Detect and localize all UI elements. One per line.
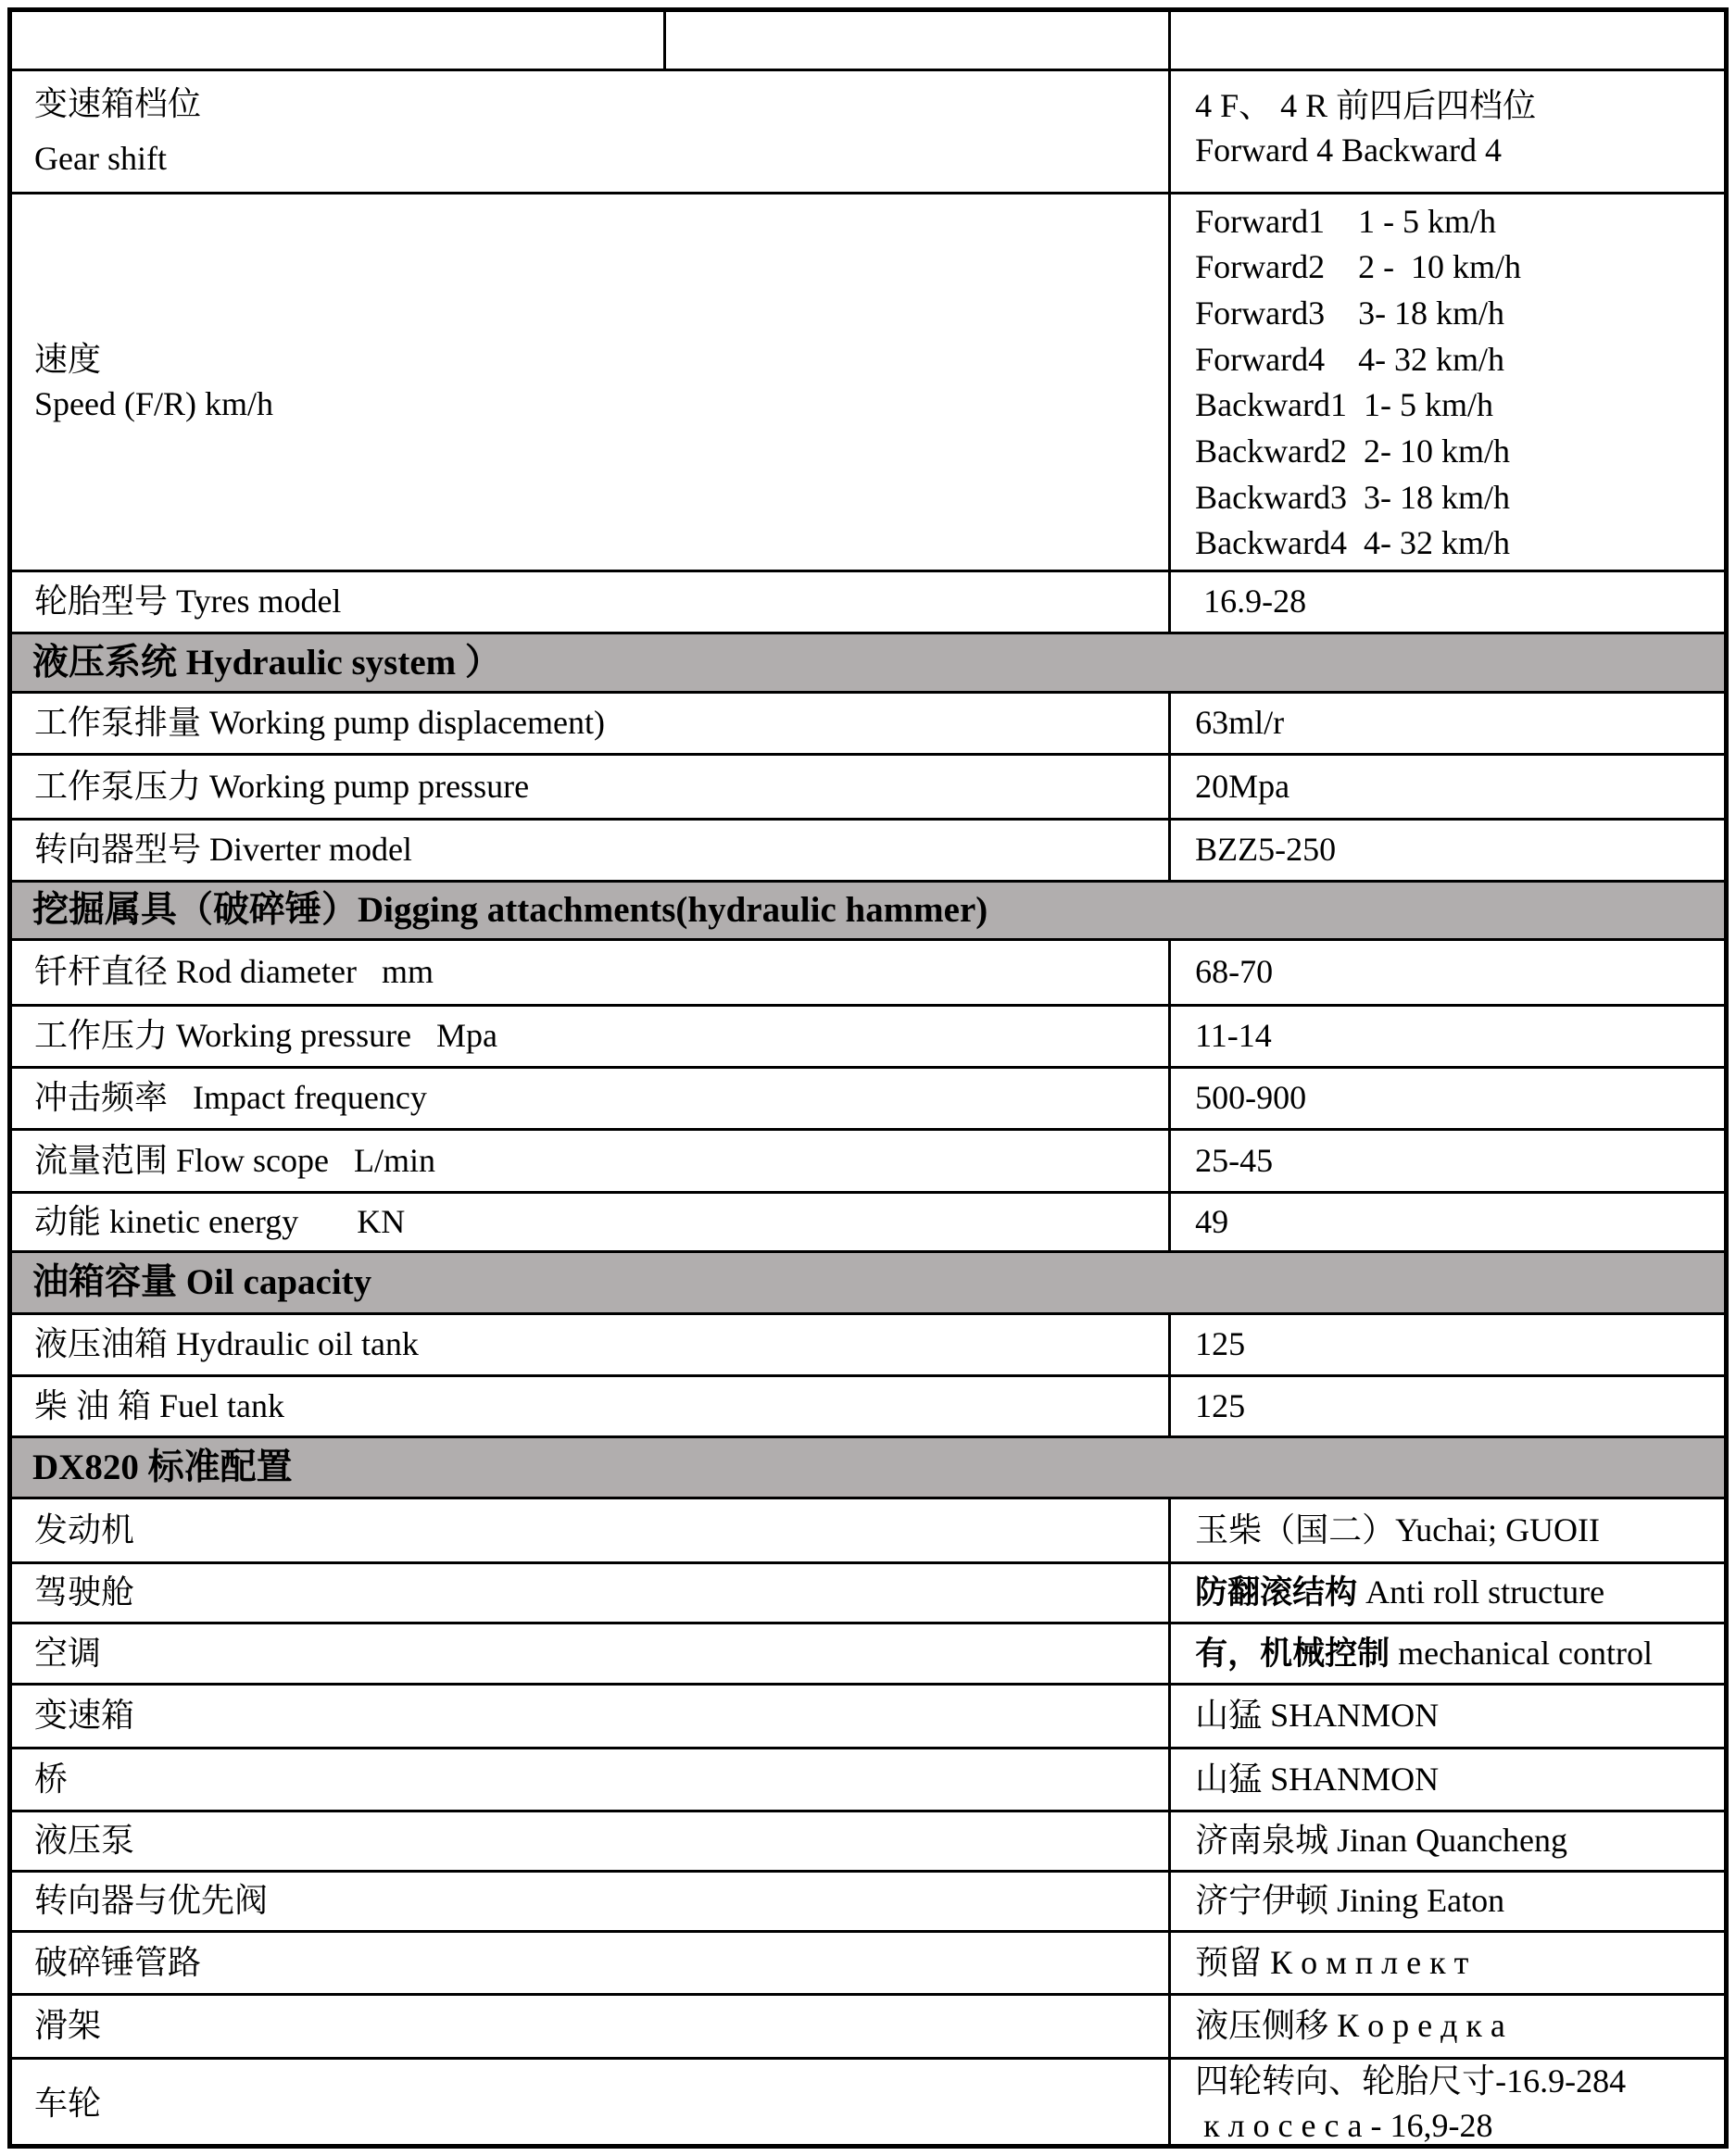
label-hammer-piping-text: 破碎锤管路	[34, 1943, 202, 1981]
value-working-pressure	[1171, 1007, 1724, 1066]
label-working-pressure	[12, 1007, 1171, 1066]
section-oil-capacity	[12, 1253, 1724, 1315]
label-speed-en: Speed (F/R) km/h	[34, 384, 273, 422]
value-fuel-tank	[1171, 1377, 1724, 1435]
row-cabin	[12, 1564, 1724, 1624]
value-cabin-rest: Anti roll structure	[1357, 1573, 1605, 1611]
label-kinetic-energy	[12, 1194, 1171, 1250]
section-digging-attachments-title: 挖掘属具（破碎锤）Digging attachments(hydraulic hammer)	[32, 890, 988, 931]
row-wheels	[12, 2060, 1724, 2149]
label-axle-text: 桥	[34, 1760, 69, 1798]
value-working-pump-displacement	[1171, 694, 1724, 753]
value-diverter-priority-valve	[1171, 1873, 1724, 1930]
value-wheels-line2: к л о с е с а - 16,9-28	[1195, 2107, 1493, 2144]
row-fuel-tank	[12, 1377, 1724, 1438]
row-kinetic-energy	[12, 1194, 1724, 1253]
label-axle	[12, 1749, 1171, 1810]
empty-cell-2	[666, 12, 1171, 69]
row-tyres-model	[12, 572, 1724, 634]
value-hydraulic-pump-text: 济南泉城 Jinan Quancheng	[1195, 1822, 1568, 1860]
row-rod-diameter	[12, 941, 1724, 1007]
value-hydraulic-oil-tank-text: 125	[1195, 1325, 1246, 1363]
value-working-pump-pressure	[1171, 756, 1724, 818]
value-diverter-model-text: BZZ5-250	[1195, 831, 1337, 869]
value-hydraulic-pump	[1171, 1812, 1724, 1870]
speed-line-backward2: Backward2 2- 10 km/h	[1195, 432, 1511, 470]
value-kinetic-energy	[1171, 1194, 1724, 1250]
value-fuel-tank-text: 125	[1195, 1386, 1246, 1424]
label-cabin	[12, 1564, 1171, 1622]
value-impact-frequency-text: 500-900	[1195, 1079, 1307, 1117]
value-flow-scope	[1171, 1131, 1724, 1191]
value-rod-diameter	[1171, 941, 1724, 1004]
section-hydraulic-system	[12, 634, 1724, 694]
label-wheels	[12, 2060, 1171, 2149]
section-dx820-standard-config-title: DX820 标准配置	[32, 1447, 293, 1487]
label-kinetic-energy-text: 动能 kinetic energy KN	[34, 1202, 406, 1240]
label-tyres-model	[12, 572, 1171, 632]
speed-line-backward1: Backward1 1- 5 km/h	[1195, 386, 1494, 424]
label-diverter-priority-valve	[12, 1873, 1171, 1930]
value-wheels	[1171, 2060, 1724, 2149]
value-tyres-model-text: 16.9-28	[1195, 583, 1307, 620]
speed-line-forward1: Forward1 1 - 5 km/h	[1195, 202, 1497, 240]
value-gear-shift-line1: 4 F、 4 R 前四后四档位	[1195, 87, 1537, 124]
value-working-pump-displacement-text: 63ml/r	[1195, 704, 1285, 742]
value-sliding-carriage	[1171, 1996, 1724, 2057]
label-hydraulic-oil-tank	[12, 1315, 1171, 1374]
label-impact-frequency	[12, 1069, 1171, 1128]
value-kinetic-energy-text: 49	[1195, 1202, 1229, 1240]
label-diverter-model	[12, 821, 1171, 880]
row-impact-frequency	[12, 1069, 1724, 1131]
label-hydraulic-pump-text: 液压泵	[34, 1822, 135, 1860]
value-air-conditioner-rest: mechanical control	[1390, 1634, 1653, 1672]
label-diverter-priority-valve-text: 转向器与优先阀	[34, 1882, 269, 1920]
label-working-pump-displacement	[12, 694, 1171, 753]
label-sliding-carriage-text: 滑架	[34, 2007, 102, 2045]
value-air-conditioner	[1171, 1624, 1724, 1683]
label-working-pressure-text: 工作压力 Working pressure Mpa	[34, 1017, 498, 1055]
label-fuel-tank	[12, 1377, 1171, 1435]
spec-table	[7, 7, 1729, 2149]
row-gearbox	[12, 1686, 1724, 1749]
section-hydraulic-system-title: 液压系统 Hydraulic system ）	[32, 642, 501, 683]
row-axle	[12, 1749, 1724, 1812]
label-gear-shift-en: Gear shift	[34, 139, 167, 177]
label-tyres-model-text: 轮胎型号 Tyres model	[34, 583, 342, 620]
speed-line-forward2: Forward2 2 - 10 km/h	[1195, 248, 1522, 286]
value-rod-diameter-text: 68-70	[1195, 953, 1274, 991]
label-engine	[12, 1499, 1171, 1561]
value-diverter-priority-valve-text: 济宁伊顿 Jining Eaton	[1195, 1882, 1505, 1920]
label-impact-frequency-text: 冲击频率 Impact frequency	[34, 1079, 427, 1117]
label-hammer-piping	[12, 1933, 1171, 1993]
row-diverter-model	[12, 821, 1724, 883]
label-hydraulic-pump	[12, 1812, 1171, 1870]
label-flow-scope-text: 流量范围 Flow scope L/min	[34, 1141, 435, 1179]
section-digging-attachments	[12, 883, 1724, 941]
label-diverter-model-text: 转向器型号 Diverter model	[34, 831, 412, 869]
section-oil-capacity-title: 油箱容量 Oil capacity	[32, 1262, 372, 1303]
label-rod-diameter	[12, 941, 1171, 1004]
empty-cell-1	[12, 12, 666, 69]
section-dx820-standard-config	[12, 1438, 1724, 1499]
row-speed	[12, 194, 1724, 572]
value-air-conditioner-text	[1195, 1632, 1718, 1676]
label-air-conditioner-text: 空调	[34, 1634, 102, 1672]
value-tyres-model	[1171, 572, 1724, 632]
value-engine	[1171, 1499, 1724, 1561]
label-sliding-carriage	[12, 1996, 1171, 2057]
label-gear-shift	[12, 71, 1171, 192]
value-axle-text: 山猛 SHANMON	[1195, 1760, 1440, 1798]
label-air-conditioner	[12, 1624, 1171, 1683]
empty-cell-3	[1171, 12, 1724, 69]
row-engine	[12, 1499, 1724, 1564]
value-axle	[1171, 1749, 1724, 1810]
header-empty-row	[12, 12, 1724, 71]
label-rod-diameter-text: 钎杆直径 Rod diameter mm	[34, 953, 434, 991]
value-cabin	[1171, 1564, 1724, 1622]
value-engine-text: 玉柴（国二）Yuchai; GUOII	[1195, 1510, 1601, 1548]
row-hydraulic-oil-tank	[12, 1315, 1724, 1377]
label-working-pump-displacement-text: 工作泵排量 Working pump displacement)	[34, 704, 606, 742]
value-air-conditioner-bold: 有，机械控制	[1195, 1635, 1390, 1672]
row-hydraulic-pump	[12, 1812, 1724, 1873]
row-gear-shift	[12, 71, 1724, 194]
label-gearbox	[12, 1686, 1171, 1747]
speed-line-forward3: Forward3 3- 18 km/h	[1195, 295, 1505, 332]
value-gear-shift-line2: Forward 4 Backward 4	[1195, 131, 1503, 169]
value-impact-frequency	[1171, 1069, 1724, 1128]
value-diverter-model	[1171, 821, 1724, 880]
value-sliding-carriage-text: 液压侧移 К о р е д к а	[1195, 2007, 1505, 2045]
row-working-pump-displacement	[12, 694, 1724, 756]
label-gear-shift-cn: 变速箱档位	[34, 84, 202, 122]
label-engine-text: 发动机	[34, 1510, 135, 1548]
value-flow-scope-text: 25-45	[1195, 1141, 1274, 1179]
label-hydraulic-oil-tank-text: 液压油箱 Hydraulic oil tank	[34, 1325, 419, 1363]
value-hammer-piping	[1171, 1933, 1724, 1993]
value-wheels-line1: 四轮转向、轮胎尺寸-16.9-284	[1195, 2062, 1627, 2100]
row-flow-scope	[12, 1131, 1724, 1194]
value-hammer-piping-text: 预留 К о м п л е к т	[1195, 1943, 1469, 1981]
label-wheels-text: 车轮	[34, 2085, 102, 2123]
value-gearbox	[1171, 1686, 1724, 1747]
value-working-pump-pressure-text: 20Mpa	[1195, 767, 1290, 805]
label-speed	[12, 194, 1171, 570]
label-fuel-tank-text: 柴 油 箱 Fuel tank	[34, 1386, 284, 1424]
value-gear-shift	[1171, 71, 1724, 192]
label-working-pump-pressure-text: 工作泵压力 Working pump pressure	[34, 767, 530, 805]
value-working-pressure-text: 11-14	[1195, 1017, 1272, 1055]
label-gearbox-text: 变速箱	[34, 1697, 135, 1735]
label-flow-scope	[12, 1131, 1171, 1191]
row-diverter-priority-valve	[12, 1873, 1724, 1933]
value-cabin-bold: 防翻滚结构	[1195, 1574, 1358, 1611]
value-hydraulic-oil-tank	[1171, 1315, 1724, 1374]
row-working-pressure	[12, 1007, 1724, 1069]
speed-line-backward4: Backward4 4- 32 km/h	[1195, 524, 1511, 562]
row-air-conditioner	[12, 1624, 1724, 1686]
label-cabin-text: 驾驶舱	[34, 1573, 135, 1611]
speed-line-backward3: Backward3 3- 18 km/h	[1195, 478, 1511, 516]
label-speed-cn: 速度	[34, 340, 102, 378]
speed-line-forward4: Forward4 4- 32 km/h	[1195, 340, 1505, 378]
label-working-pump-pressure	[12, 756, 1171, 818]
row-hammer-piping	[12, 1933, 1724, 1996]
row-working-pump-pressure	[12, 756, 1724, 821]
value-cabin-text	[1195, 1571, 1718, 1615]
row-sliding-carriage	[12, 1996, 1724, 2060]
value-speed	[1171, 194, 1724, 570]
value-gearbox-text: 山猛 SHANMON	[1195, 1697, 1440, 1735]
